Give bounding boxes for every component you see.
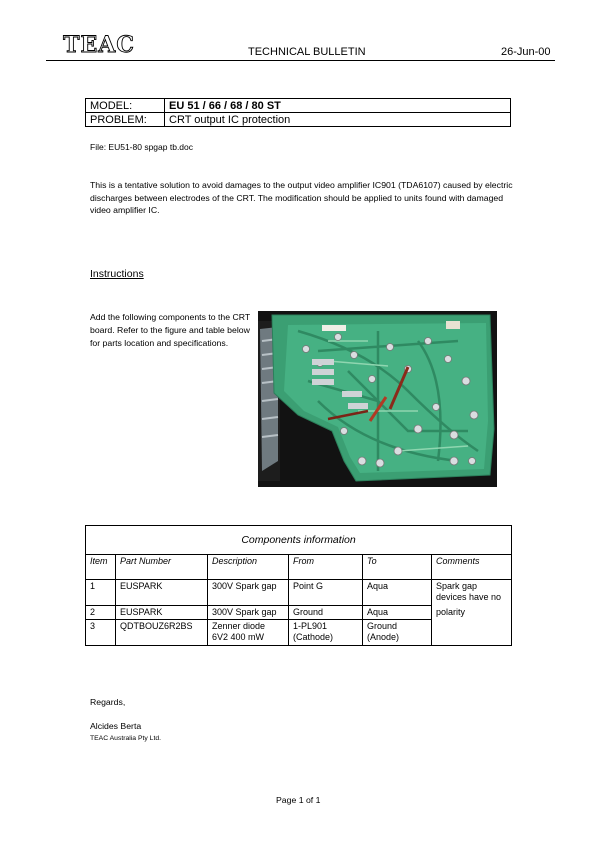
file-name: File: EU51-80 spgap tb.doc [90,142,194,152]
table-row [86,606,512,620]
components-caption: Components information [86,526,512,555]
problem-row [86,113,511,127]
model-row [86,99,511,113]
from-line: 1-PL901 [293,621,328,631]
row-from: Point G [289,580,363,606]
from-line: (Cathode) [293,632,334,642]
instructions-heading: Instructions [90,268,144,280]
comment-line: Spark gap [436,581,478,591]
table-row [86,580,512,606]
comment-cell [432,606,512,620]
bulletin-title: TECHNICAL BULLETIN [248,46,366,58]
header-item: Item [86,555,116,580]
crt-board-photo [258,311,497,487]
row-to: Aqua [363,580,432,606]
header-description: Description [208,555,289,580]
comment-cell [432,620,512,646]
row-part: EUSPARK [116,580,208,606]
header-rule [46,60,555,61]
to-line: (Anode) [367,632,400,642]
model-table [85,98,511,127]
row-item: 3 [86,620,116,646]
components-header-row [86,555,512,580]
svg-text:TEAC: TEAC [63,33,135,55]
row-part: EUSPARK [116,606,208,620]
regards: Regards, [90,697,126,707]
row-item: 2 [86,606,116,620]
to-line: Ground [367,621,398,631]
description-line: 6V2 400 mW [212,632,265,642]
description-line: Zenner diode [212,621,266,631]
comment-cell [432,580,512,606]
problem-value: CRT output IC protection [165,113,511,127]
header-from: From [289,555,363,580]
model-value: EU 51 / 66 / 68 / 80 ST [165,99,511,113]
row-from: Ground [289,606,363,620]
bulletin-date: 26-Jun-00 [501,46,551,58]
header-to: To [363,555,432,580]
row-to [363,620,432,646]
components-table [85,525,512,646]
row-part: QDTBOUZ6R2BS [116,620,208,646]
comment-line: polarity [436,606,466,617]
signer-name: Alcides Berta [90,721,142,731]
problem-label: PROBLEM: [86,113,165,127]
row-description [208,620,289,646]
model-label: MODEL: [86,99,165,113]
header-comments: Comments [432,555,512,580]
teac-logo [46,33,152,55]
add-components-text: Add the following components to the CRT board. Refer to the figure and table below for parts location and specifications. [90,312,251,349]
row-description: 300V Spark gap [208,606,289,620]
comment-line: devices have no [436,592,502,602]
row-to: Aqua [363,606,432,620]
page-number: Page 1 of 1 [276,795,321,805]
row-description: 300V Spark gap [208,580,289,606]
table-row [86,620,512,646]
intro-paragraph: This is a tentative solution to avoid damages to the output video amplifier IC901 (TDA6107) caused by electric discharges between electrodes of the CRT. The modification should be applied to units found with damaged video amplifier IC. [90,180,513,215]
row-from [289,620,363,646]
header-part-number: Part Number [116,555,208,580]
row-item: 1 [86,580,116,606]
company-name: TEAC Australia Pty Ltd. [90,735,162,742]
